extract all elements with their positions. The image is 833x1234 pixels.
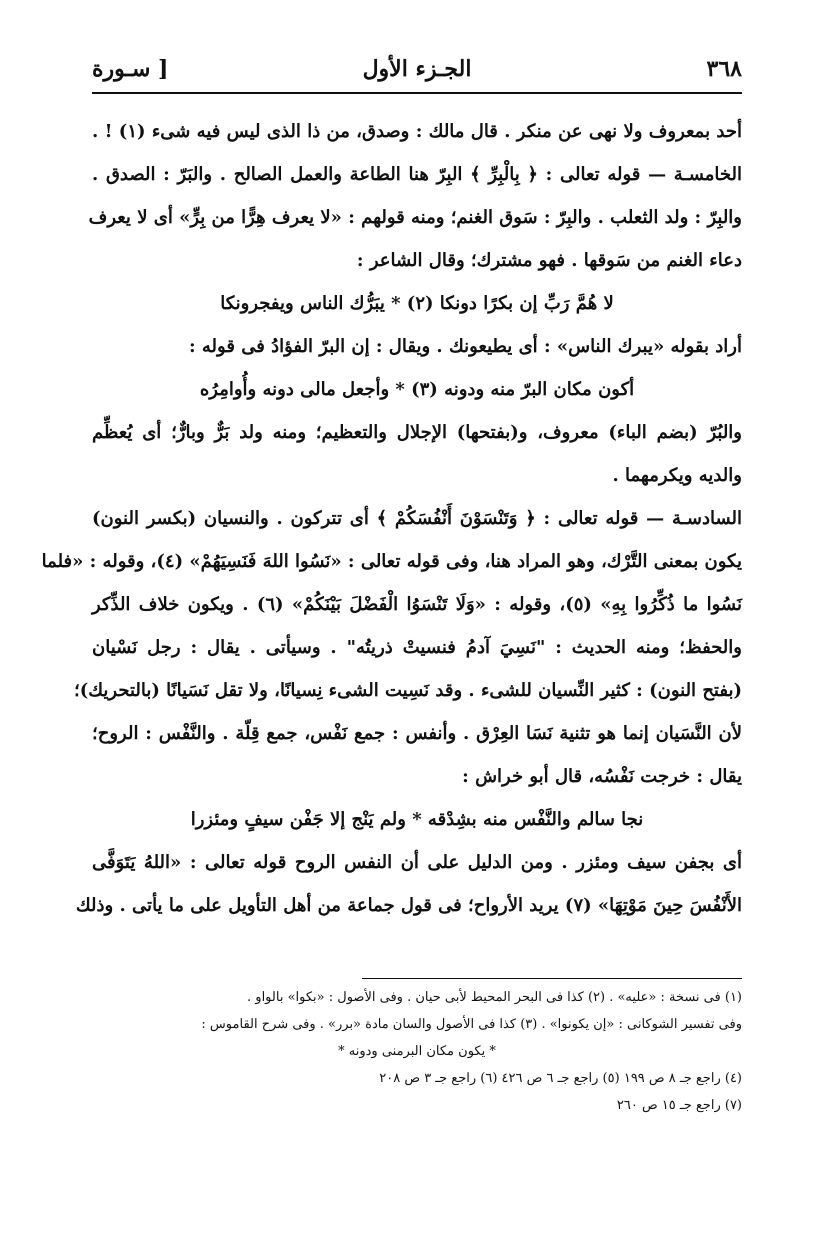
footnote-divider <box>362 978 742 979</box>
footnote-line: (١) فى نسخة : «عليه» . (٢) كذا فى البحر المحيط لأبى حيان . وفى الأصول : «بكوا» بالواو . <box>247 990 742 1005</box>
poetry-verse: نجا سالم والنَّفْس منه بشِدْقه * ولم يَنْج إلا جَفْن سيفٍ ومئزرا <box>190 809 644 830</box>
footnote-line: وفى تفسير الشوكانى : «إن يكونوا» . (٣) كذا فى الأصول والسان مادة «برر» . وفى شرح القاموس : <box>201 1017 742 1032</box>
text-line: والبِرّ : ولد الثعلب . والبِرّ : سَوق الغنم؛ ومنه قولهم : «لا يعرف هِرًّا من بِرٍّ» أى لا يعرف <box>88 207 742 228</box>
text-line: أى بجفن سيف ومئزر . ومن الدليل على أن النفس الروح قوله تعالى : «اللهُ يَتَوَفَّى <box>92 852 742 873</box>
main-text <box>41 110 742 927</box>
sura-label: [ سـورة <box>92 56 169 82</box>
text-line: والحفظ؛ ومنه الحديث : "نَسِيَ آدمُ فنسيتْ ذريتُه" . وسيأتى . يقال : رجل نَسْيان <box>92 637 742 658</box>
text-line: يكون بمعنى التَّرْك، وهو المراد هنا، وفى قوله تعالى : «نَسُوا اللهَ فَنَسِيَهُمْ» (٤)، وقوله : «فلما <box>41 551 742 572</box>
text-line: والديه ويكرمهما . <box>612 465 742 486</box>
page-header <box>92 52 742 94</box>
text-line: لأن النَّسَيان إنما هو تثنية نَسَا العِرْق . وأنفس : جمع نَفْس، جمع قِلّة . والنَّفْس : الروح؛ <box>92 723 742 744</box>
running-title: الجـزء الأول <box>362 56 472 82</box>
text-line: والبُرّ (بضم الباء) معروف، و(بفتحها) الإجلال والتعظيم؛ ومنه ولد بَرٌّ وبارٌّ؛ أى يُعظِّم <box>92 422 742 443</box>
text-line: أراد بقوله «يبرك الناس» : أى يطيعونك . ويقال : إن البرّ الفؤادُ فى قوله : <box>189 336 742 357</box>
text-line: نَسُوا ما ذُكِّرُوا بِهِ» (٥)، وقوله : «وَلَا تَنْسَوُا الْفَضْلَ بَيْنَكُمْ» (٦) . ويكون خلاف الذِّكر <box>92 594 742 615</box>
text-line: أحد بمعروف ولا نهى عن منكر . قال مالك : وصدق، من ذا الذى ليس فيه شىء (١) ! . <box>92 121 742 142</box>
page-number: ٣٦٨ <box>706 56 742 82</box>
text-line: (بفتح النون) : كثير النِّسيان للشىء . وقد نَسِيت الشىء نِسيانًا، ولا تقل نَسَيانًا (بالتحريك)؛ <box>73 680 742 701</box>
footnote-line: (٧) راجع جـ ١٥ ص ٢٦٠ <box>616 1098 742 1113</box>
footnote-line: (٤) راجع جـ ٨ ص ١٩٩ (٥) راجع جـ ٦ ص ٤٢٦ (٦) راجع جـ ٣ ص ٢٠٨ <box>379 1071 742 1086</box>
footnotes <box>92 984 742 1119</box>
poetry-verse: أكون مكان البرّ منه ودونه (٣) * وأجعل مالى دونه وأُوامِرُه <box>199 379 635 400</box>
text-line: يقال : خرجت نَفْسُه، قال أبو خراش : <box>462 766 742 787</box>
text-line: الأَنْفُسَ حِينَ مَوْتِهَا» (٧) يريد الأرواح؛ فى قول جماعة من أهل التأويل على ما يأتى . وذلك <box>75 895 742 916</box>
text-line: الخامسـة — قوله تعالى : ﴿ بِالْبِرِّ ﴾ البِرّ هنا الطاعة والعمل الصالح . والبَرّ : الصدق . <box>92 164 742 185</box>
poetry-verse: لا هُمَّ رَبِّ إن بكرًا دونكا (٢) * يبَرُّك الناس ويفجرونكا <box>220 293 614 314</box>
footnote-line: * يكون مكان البرمنى ودونه * <box>338 1044 496 1059</box>
text-line: دعاء الغنم من سَوقها . فهو مشترك؛ وقال الشاعر : <box>356 250 742 271</box>
text-line: السادسـة — قوله تعالى : ﴿ وَتَنْسَوْنَ أَنْفُسَكُمْ ﴾ أى تتركون . والنسيان (بكسر النون) <box>92 508 742 529</box>
